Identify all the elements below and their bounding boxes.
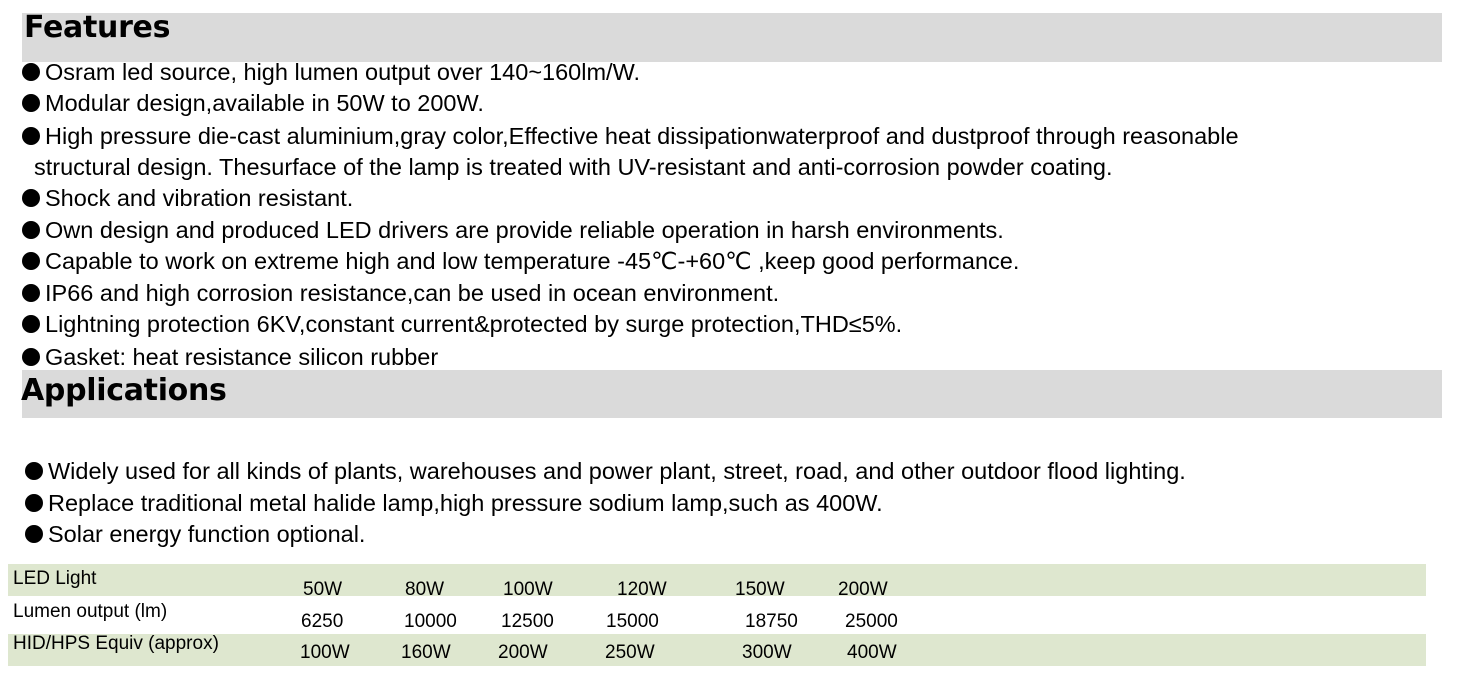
- table-cell: 100W: [503, 579, 553, 600]
- bullet-icon: [22, 63, 40, 81]
- table-cell: 15000: [606, 611, 659, 632]
- table-row-label: HID/HPS Equiv (approx): [13, 633, 219, 654]
- feature-item: Shock and vibration resistant.: [22, 184, 353, 212]
- bullet-icon: [25, 494, 43, 512]
- table-cell: 400W: [847, 642, 897, 663]
- bullet-icon: [22, 127, 40, 145]
- feature-item: Modular design,available in 50W to 200W.: [22, 89, 484, 117]
- feature-item: Gasket: heat resistance silicon rubber: [22, 343, 438, 371]
- table-cell: 80W: [405, 579, 445, 600]
- feature-item: Own design and produced LED drivers are provide reliable operation in harsh environments.: [22, 216, 1004, 244]
- bullet-icon: [25, 525, 43, 543]
- table-row-label: LED Light: [13, 568, 97, 589]
- table-cell: 200W: [498, 642, 548, 663]
- bullet-icon: [22, 252, 40, 270]
- bullet-icon: [22, 284, 40, 302]
- feature-item: Lightning protection 6KV,constant current&protected by surge protection,THD≤5%.: [22, 310, 902, 338]
- feature-item: Osram led source, high lumen output over 140~160lm/W.: [22, 58, 640, 86]
- feature-item-continuation: structural design. Thesurface of the lamp is treated with UV-resistant and anti-corrosion powder coating.: [34, 154, 1113, 180]
- table-cell: 6250: [301, 611, 344, 632]
- table-row-band: [8, 634, 1426, 666]
- table-cell: 160W: [401, 642, 451, 663]
- features-title: Features: [24, 10, 171, 45]
- bullet-icon: [22, 94, 40, 112]
- table-cell: 100W: [300, 642, 350, 663]
- table-cell: 120W: [617, 579, 667, 600]
- feature-item: High pressure die-cast aluminium,gray color,Effective heat dissipationwaterproof and dustproof through reasonable: [22, 122, 1239, 150]
- application-item: Solar energy function optional.: [25, 520, 365, 548]
- applications-header-bar: [22, 370, 1442, 418]
- table-row-band: [8, 564, 1426, 596]
- bullet-icon: [22, 315, 40, 333]
- table-cell: 25000: [845, 611, 898, 632]
- application-item: Widely used for all kinds of plants, warehouses and power plant, street, road, and other outdoor flood lighting.: [25, 457, 1186, 485]
- applications-title: Applications: [21, 373, 227, 408]
- table-cell: 300W: [742, 642, 792, 663]
- table-row-label: Lumen output (lm): [13, 601, 168, 622]
- bullet-icon: [25, 462, 43, 480]
- table-cell: 12500: [501, 611, 554, 632]
- application-item: Replace traditional metal halide lamp,high pressure sodium lamp,such as 400W.: [25, 489, 883, 517]
- table-cell: 50W: [303, 579, 343, 600]
- table-cell: 10000: [404, 611, 457, 632]
- features-header-bar: [22, 10, 1442, 62]
- feature-item: Capable to work on extreme high and low temperature -45℃-+60℃ ,keep good performance.: [22, 247, 1019, 275]
- table-cell: 18750: [745, 611, 798, 632]
- table-cell: 150W: [735, 579, 785, 600]
- bullet-icon: [22, 221, 40, 239]
- table-cell: 250W: [605, 642, 655, 663]
- bullet-icon: [22, 348, 40, 366]
- bullet-icon: [22, 189, 40, 207]
- table-cell: 200W: [838, 579, 888, 600]
- feature-item: IP66 and high corrosion resistance,can be used in ocean environment.: [22, 279, 779, 307]
